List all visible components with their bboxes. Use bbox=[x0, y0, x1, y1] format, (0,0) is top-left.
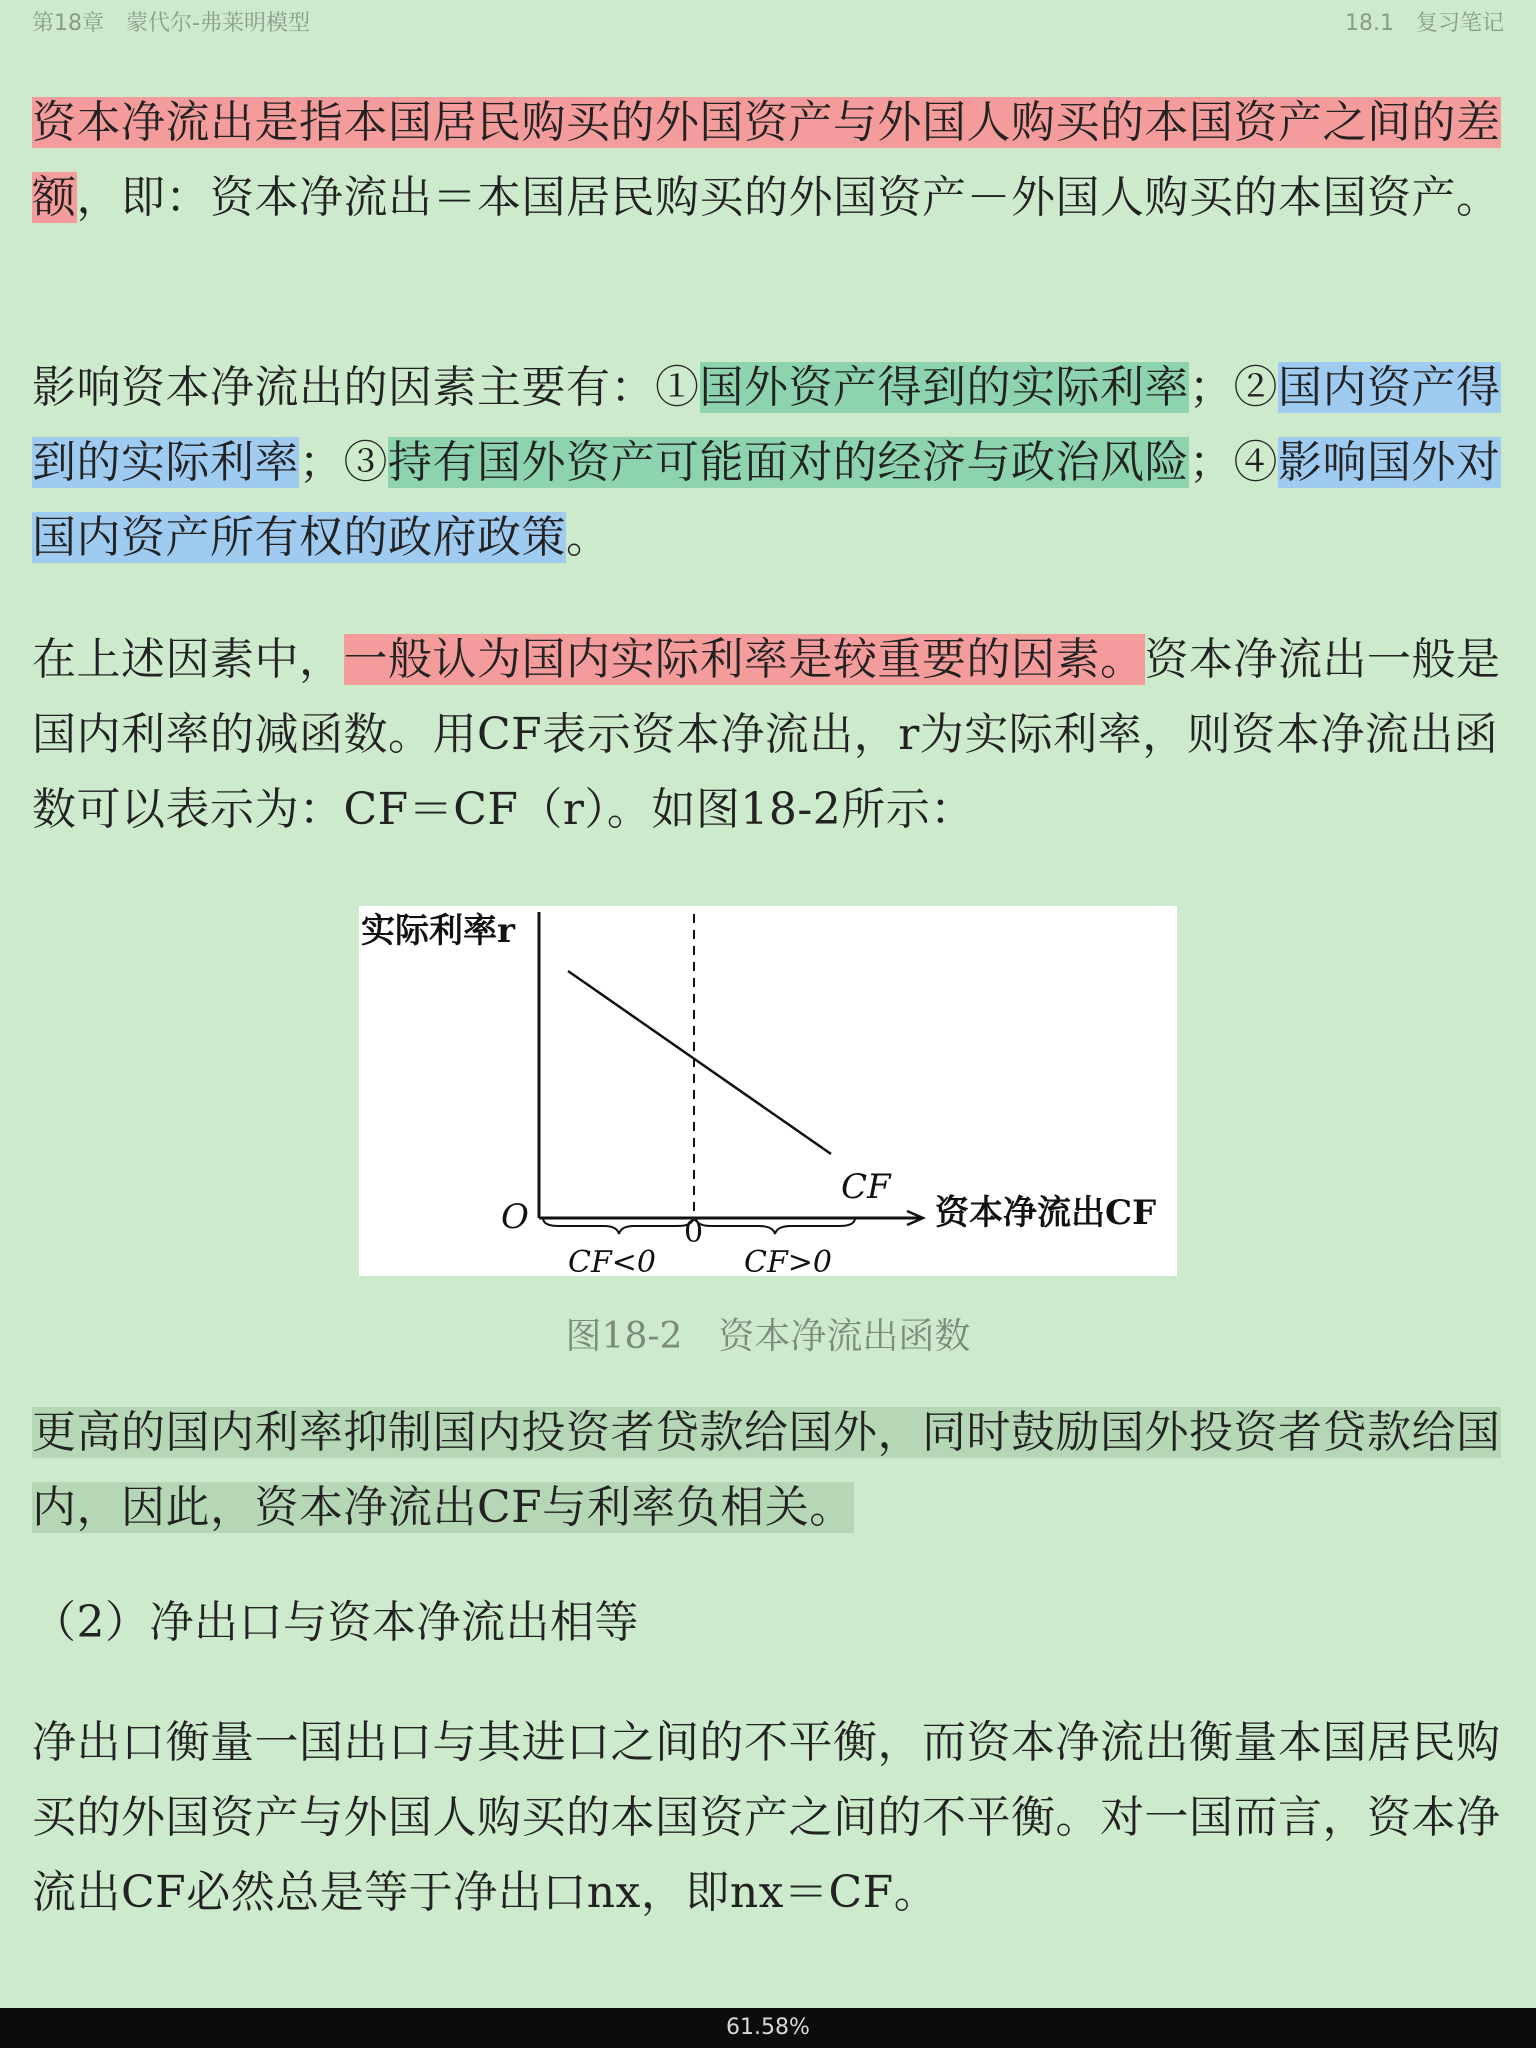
section-title: 复习笔记 bbox=[1415, 11, 1504, 36]
chapter-label[interactable] bbox=[32, 6, 310, 37]
figure-image[interactable] bbox=[359, 906, 1177, 1276]
highlight-green[interactable]: 持有国外资产可能面对的经济与政治风险 bbox=[388, 437, 1189, 488]
paragraph-text: ；④ bbox=[1189, 437, 1278, 488]
positive-brace bbox=[696, 1218, 855, 1234]
paragraph-text: ，即：资本净流出＝本国居民购买的外国资产－外国人购买的本国资产。 bbox=[76, 172, 1501, 223]
reading-progress-bar[interactable] bbox=[0, 2008, 1536, 2048]
negative-brace bbox=[543, 1218, 693, 1234]
paragraph-text: 在上述因素中， bbox=[32, 634, 344, 685]
paragraph-net-exports: 净出口衡量一国出口与其进口之间的不平衡，而资本净流出衡量本国居民购买的外国资产与外国人购买的本国资产之间的不平衡。对一国而言，资本净流出CF必然总是等于净出口nx，即nx＝CF。 bbox=[32, 1717, 1501, 1918]
reader-header bbox=[0, 0, 1536, 44]
x-axis-label: 资本净流出CF bbox=[935, 1193, 1157, 1233]
y-axis-label: 实际利率r bbox=[361, 911, 515, 951]
highlight-blue[interactable]: 影响国外对国内资产所有权的政府政策 bbox=[32, 437, 1501, 563]
paragraph-negative-correlation bbox=[32, 1395, 1502, 1545]
paragraph-text: ；② bbox=[1189, 362, 1278, 413]
paragraph-interest-rate bbox=[32, 622, 1502, 847]
section-heading: （2）净出口与资本净流出相等 bbox=[32, 1597, 639, 1648]
positive-region-label: CF>0 bbox=[744, 1245, 832, 1276]
highlight-green[interactable]: 国外资产得到的实际利率 bbox=[699, 362, 1189, 413]
paragraph-text: 资本净流出一般是国内利率的减函数。用CF表示资本净流出，r为实际利率，则资本净流出函数可以表示为：CF＝CF（r）。如图18-2所示： bbox=[32, 634, 1501, 835]
figure-caption: 图18-2 资本净流出函数 bbox=[565, 1316, 971, 1357]
cf-diagram bbox=[359, 906, 1177, 1276]
chapter-number: 第18章 bbox=[32, 11, 104, 36]
origin-label: O bbox=[501, 1197, 529, 1237]
cf-curve bbox=[568, 971, 831, 1154]
section-number: 18.1 bbox=[1345, 11, 1394, 36]
highlight-blue[interactable]: 国内资产得到的实际利率 bbox=[32, 362, 1501, 488]
chapter-title: 蒙代尔-弗莱明模型 bbox=[126, 11, 310, 36]
paragraph-definition bbox=[32, 85, 1502, 235]
zero-label: 0 bbox=[684, 1215, 704, 1250]
paragraph-text: ；③ bbox=[299, 437, 388, 488]
paragraph-text: 影响资本净流出的因素主要有：① bbox=[32, 362, 700, 413]
highlight-red[interactable]: 一般认为国内实际利率是较重要的因素。 bbox=[343, 634, 1145, 685]
paragraph-text: 。 bbox=[566, 512, 611, 563]
highlight-red[interactable]: 资本净流出是指本国居民购买的外国资产与外国人购买的本国资产之间的差额 bbox=[32, 97, 1501, 223]
paragraph-factors bbox=[32, 350, 1502, 575]
section-label[interactable] bbox=[1345, 6, 1504, 37]
progress-percent: 61.58% bbox=[726, 2015, 810, 2040]
highlight-gray[interactable]: 更高的国内利率抑制国内投资者贷款给国外，同时鼓励国外投资者贷款给国内，因此，资本净流出CF与利率负相关。 bbox=[32, 1407, 1501, 1533]
negative-region-label: CF<0 bbox=[568, 1245, 656, 1276]
curve-label: CF bbox=[841, 1167, 891, 1207]
